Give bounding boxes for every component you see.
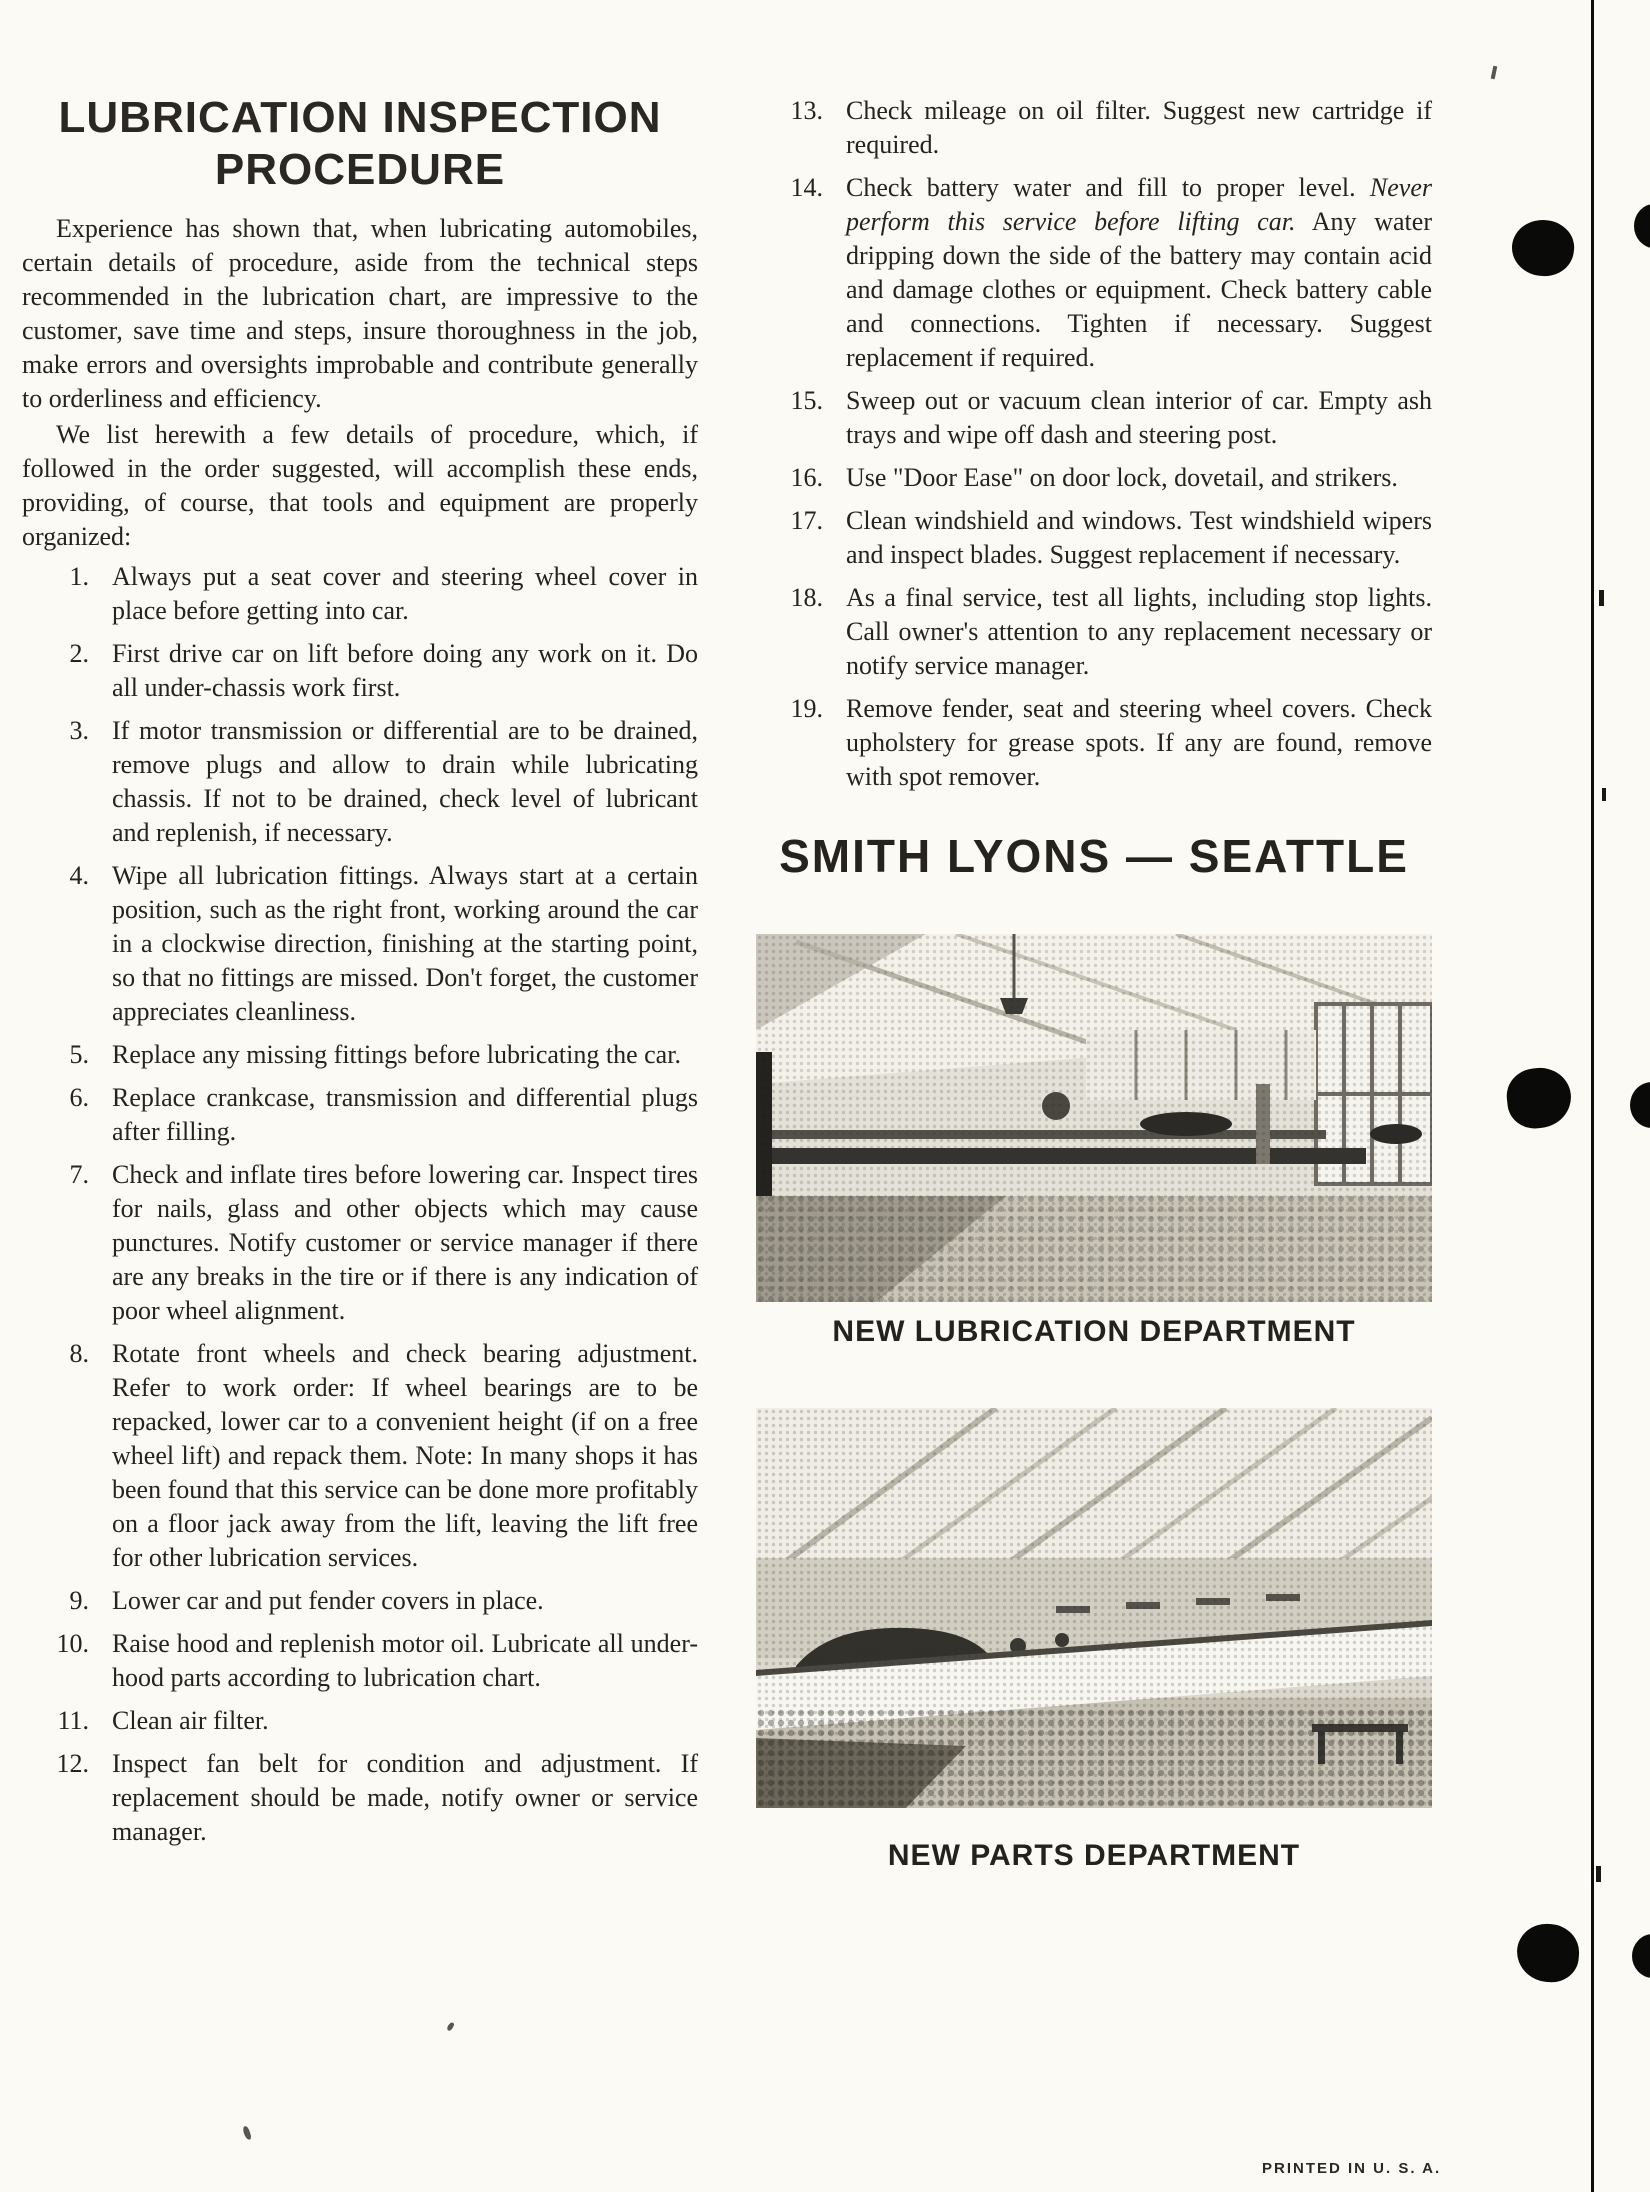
step-1: [22, 560, 698, 628]
photo-block-lubrication-department: [756, 934, 1432, 1350]
step-text: Sweep out or vacuum clean interior of car. Empty ash trays and wipe off dash and steering post.: [846, 386, 1432, 449]
step-text: Clean windshield and windows. Test windshield wipers and inspect blades. Suggest replacement if necessary.: [846, 506, 1432, 569]
scan-artifact: [446, 2021, 455, 2031]
step-text: Raise hood and replenish motor oil. Lubricate all under-hood parts according to lubrication chart.: [112, 1629, 698, 1692]
step-number: 3.: [69, 716, 89, 745]
step-text-plain: Check battery water and fill to proper level.: [846, 173, 1370, 202]
step-number: 1.: [69, 562, 89, 591]
step-number: 4.: [69, 861, 89, 890]
edge-punch-hole-top: [1634, 204, 1650, 248]
lubrication-department-photo: [756, 934, 1432, 1302]
step-2: [22, 637, 698, 705]
step-text: Replace any missing fittings before lubricating the car.: [112, 1040, 681, 1069]
step-text: Rotate front wheels and check bearing adjustment. Refer to work order: If wheel bearings are to be repacked, lower car to a convenient height (if on a free wheel lift) and repack them. Note: In many shops it has been found that this service can be done more profitably on a floor jack away from the lift, leaving the lift free for other lubrication services.: [112, 1339, 698, 1572]
page-title-line-2: PROCEDURE: [214, 145, 506, 194]
step-17: [756, 504, 1432, 572]
step-text: Check mileage on oil filter. Suggest new cartridge if required.: [846, 96, 1432, 159]
step-12: [22, 1747, 698, 1849]
step-text: Check and inflate tires before lowering car. Inspect tires for nails, glass and other objects which may cause punctures. Notify customer or service manager if there are any breaks in the tire or if there is any indication of poor wheel alignment.: [112, 1160, 698, 1325]
punch-hole-middle: [1504, 1065, 1574, 1131]
step-number: 15.: [790, 386, 823, 415]
step-number: 14.: [790, 173, 823, 202]
punch-hole-top: [1508, 216, 1577, 280]
step-number: 19.: [790, 694, 823, 723]
step-text: If motor transmission or differential are to be drained, remove plugs and allow to drain while lubricating chassis. If not to be drained, check level of lubricant and replenish, if necessary.: [112, 716, 698, 847]
step-number: 5.: [69, 1040, 89, 1069]
step-8: [22, 1337, 698, 1575]
lubrication-photo-illustration: [756, 934, 1432, 1302]
step-10: [22, 1627, 698, 1695]
step-text: Replace crankcase, transmission and differential plugs after filling.: [112, 1083, 698, 1146]
punch-hole-bottom: [1515, 1922, 1581, 1984]
step-text: Inspect fan belt for condition and adjustment. If replacement should be made, notify owner or service manager.: [112, 1749, 698, 1846]
step-16: [756, 461, 1432, 495]
step-number: 8.: [69, 1339, 89, 1368]
edge-punch-hole-bottom: [1632, 1934, 1650, 1978]
step-5: [22, 1038, 698, 1072]
edge-punch-hole-middle: [1630, 1082, 1650, 1128]
step-text: [846, 171, 1432, 375]
step-text-plain: Any water dripping down the side of the battery may contain acid and damage clothes or equipment. Check battery cable and connections. Tighten if necessary. Suggest replacement if required.: [846, 207, 1432, 372]
scan-artifact: [1596, 1866, 1601, 1882]
step-4: [22, 859, 698, 1029]
scan-artifact: [1491, 66, 1498, 80]
left-column: [22, 92, 698, 1849]
step-number: 18.: [790, 583, 823, 612]
step-number: 7.: [69, 1160, 89, 1189]
step-13: [756, 94, 1432, 162]
page-edge-line: [1591, 0, 1594, 2192]
scan-artifact: [242, 2125, 252, 2140]
step-number: 11.: [57, 1706, 89, 1735]
step-text: Always put a seat cover and steering wheel cover in place before getting into car.: [112, 562, 698, 625]
step-3: [22, 714, 698, 850]
photo-caption-lubrication: NEW LUBRICATION DEPARTMENT: [832, 1315, 1356, 1348]
intro-paragraph-1: Experience has shown that, when lubricating automobiles, certain details of procedure, aside from the technical steps recommended in the lubrication chart, are impressive to the customer, save time and steps, insure thoroughness in the job, make errors and oversights improbable and contribute generally to orderliness and efficiency.: [22, 214, 698, 413]
right-column: [756, 88, 1432, 1874]
page-title-line-1: LUBRICATION INSPECTION: [58, 93, 662, 142]
step-18: [756, 581, 1432, 683]
step-number: 13.: [790, 96, 823, 125]
step-number: 9.: [69, 1586, 89, 1615]
procedure-steps-right: [756, 94, 1432, 794]
procedure-steps-left: [22, 560, 698, 1849]
photo-caption-parts: NEW PARTS DEPARTMENT: [887, 1839, 1301, 1872]
step-text: Lower car and put fender covers in place.: [112, 1586, 544, 1615]
step-9: [22, 1584, 698, 1618]
step-number: 16.: [790, 463, 823, 492]
scan-artifact: [1602, 788, 1606, 801]
step-text: Remove fender, seat and steering wheel covers. Check upholstery for grease spots. If any are found, remove with spot remover.: [846, 694, 1432, 791]
page-title: [22, 92, 698, 196]
parts-photo-illustration: [756, 1408, 1432, 1808]
step-text: Clean air filter.: [112, 1706, 269, 1735]
step-19: [756, 692, 1432, 794]
step-text-italic: Never perform this service before lifting car.: [846, 173, 1432, 236]
scan-artifact: [1599, 590, 1604, 606]
step-7: [22, 1158, 698, 1328]
step-number: 6.: [69, 1083, 89, 1112]
photo-block-parts-department: [756, 1408, 1432, 1874]
parts-department-photo: [756, 1408, 1432, 1808]
step-6: [22, 1081, 698, 1149]
step-number: 10.: [56, 1629, 89, 1658]
step-15: [756, 384, 1432, 452]
step-text: As a final service, test all lights, including stop lights. Call owner's attention to any replacement necessary or notify service manager.: [846, 583, 1432, 680]
section-heading-smith-lyons: SMITH LYONS — SEATTLE: [779, 830, 1409, 882]
step-14: [756, 171, 1432, 375]
step-text: First drive car on lift before doing any work on it. Do all under-chassis work first.: [112, 639, 698, 702]
step-number: 12.: [56, 1749, 89, 1778]
printed-in-usa-note: PRINTED IN U. S. A.: [1262, 2160, 1442, 2177]
step-number: 17.: [790, 506, 823, 535]
step-text: Use "Door Ease" on door lock, dovetail, and strikers.: [846, 463, 1398, 492]
step-text: Wipe all lubrication fittings. Always start at a certain position, such as the right front, working around the car in a clockwise direction, finishing at the starting point, so that no fittings are missed. Don't forget, the customer appreciates cleanliness.: [112, 861, 698, 1026]
step-number: 2.: [69, 639, 89, 668]
intro-paragraph-2: We list herewith a few details of procedure, which, if followed in the order suggested, will accomplish these ends, providing, of course, that tools and equipment are properly organized:: [22, 420, 698, 551]
step-11: [22, 1704, 698, 1738]
